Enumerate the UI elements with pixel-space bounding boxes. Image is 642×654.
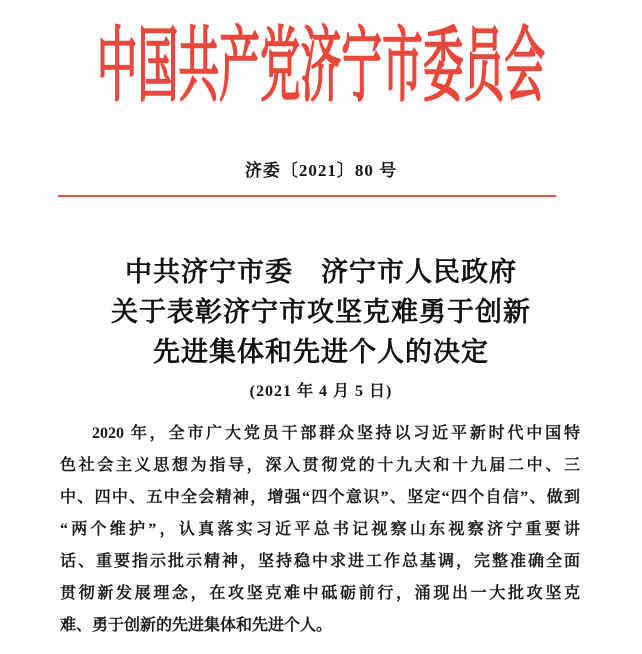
body-line: 2020 年，全市广大党员干部群众坚持以习近平新时代中国特 <box>92 425 580 442</box>
body-line: “两个维护”，认真落实习近平总书记视察山东视察济宁重要讲 <box>60 521 580 538</box>
body-line: 色社会主义思想为指导，深入贯彻党的十九大和十九届二中、三 <box>60 457 580 474</box>
body-line: 贯彻新发展理念，在攻坚克难中砥砺前行，涌现出一大批攻坚克 <box>60 585 580 602</box>
body-line: 中、四中、五中全会精神，增强“四个意识”、坚定“四个自信”、做到 <box>60 489 580 506</box>
document-title-line-3: 先进集体和先进个人的决定 <box>153 337 489 367</box>
red-divider-line <box>58 195 556 197</box>
document-date: (2021 年 4 月 5 日) <box>249 383 393 400</box>
document-title <box>0 252 642 372</box>
body-line: 话、重要指示批示精神，坚持稳中求进工作总基调，完整准确全面 <box>60 553 580 570</box>
document-body-paragraph <box>60 418 580 642</box>
letterhead-organization-title: 中国共产党济宁市委员会 <box>96 23 546 113</box>
letterhead <box>0 24 642 112</box>
body-line: 难、勇于创新的先进集体和先进个人。 <box>60 617 333 634</box>
document-reference-number: 济委〔2021〕80 号 <box>244 161 398 180</box>
document-title-line-1: 中共济宁市委 济宁市人民政府 <box>125 257 517 287</box>
document-title-line-2: 关于表彰济宁市攻坚克难勇于创新 <box>111 297 531 327</box>
